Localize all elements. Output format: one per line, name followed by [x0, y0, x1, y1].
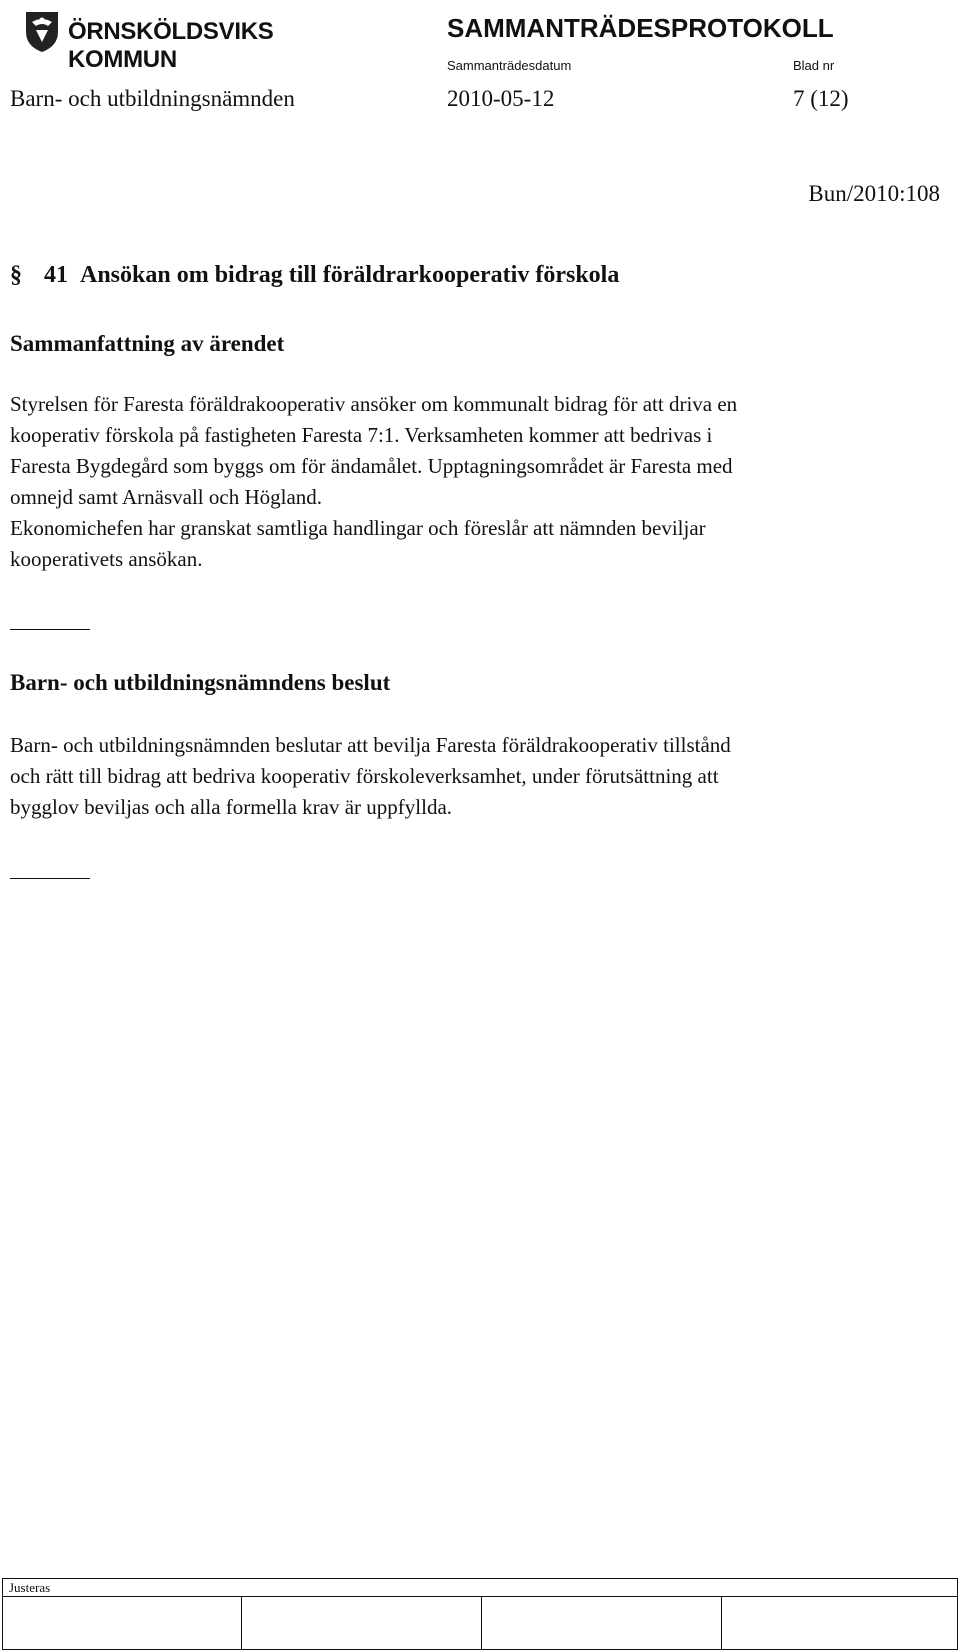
- summary-line: omnejd samt Arnäsvall och Högland.: [10, 485, 323, 509]
- case-reference-number: Bun/2010:108: [808, 181, 940, 206]
- decision-line: Barn- och utbildningsnämnden beslutar att bevilja Faresta föräldrakooperativ tillstånd: [10, 733, 731, 757]
- decision-line: bygglov beviljas och alla formella krav är uppfyllda.: [10, 795, 453, 819]
- meeting-date-label: Sammanträdesdatum: [447, 58, 572, 73]
- section-heading: Ansökan om bidrag till föräldrarkooperativ förskola: [80, 262, 620, 288]
- document-type-title: SAMMANTRÄDESPROTOKOLL: [447, 13, 834, 43]
- paragraph-symbol: §: [10, 262, 22, 288]
- signature-table: [2, 1578, 958, 1650]
- decision-line: och rätt till bidrag att bedriva kooperativ förskoleverksamhet, under förutsättning att: [10, 764, 719, 788]
- summary-line: kooperativets ansökan.: [10, 547, 203, 571]
- signature-cell: [481, 1597, 722, 1649]
- page-number: 7 (12): [793, 86, 849, 111]
- summary-line: Faresta Bygdegård som byggs om för ändamålet. Upptagningsområdet är Faresta med: [10, 454, 733, 478]
- section-number: 41: [44, 262, 68, 288]
- signature-table-header: [3, 1579, 957, 1597]
- summary-heading: Sammanfattning av ärendet: [10, 331, 285, 356]
- page-number-label: Blad nr: [793, 58, 835, 73]
- summary-text: [10, 389, 737, 575]
- section-title: [10, 262, 619, 289]
- municipality-logo: [20, 6, 320, 73]
- summary-line: Ekonomichefen har granskat samtliga handlingar och föreslår att nämnden beviljar: [10, 516, 706, 540]
- justeras-label: Justeras: [9, 1580, 51, 1595]
- meeting-date: 2010-05-12: [447, 86, 555, 111]
- summary-line: kooperativ förskola på fastigheten Faresta 7:1. Verksamheten kommer att bedrivas i: [10, 423, 713, 447]
- separator-line: [10, 878, 90, 879]
- separator-line: [10, 629, 90, 630]
- signature-cell: [3, 1597, 242, 1649]
- logo-text: ÖRNSKÖLDSVIKS KOMMUN: [68, 18, 274, 73]
- summary-line: Styrelsen för Faresta föräldrakooperativ ansöker om kommunalt bidrag för att driva en: [10, 392, 738, 416]
- decision-heading: Barn- och utbildningsnämndens beslut: [10, 670, 391, 695]
- municipal-crest-icon: [22, 8, 62, 54]
- committee-name: Barn- och utbildningsnämnden: [10, 86, 295, 111]
- signature-cell: [241, 1597, 482, 1649]
- decision-text: [10, 730, 731, 823]
